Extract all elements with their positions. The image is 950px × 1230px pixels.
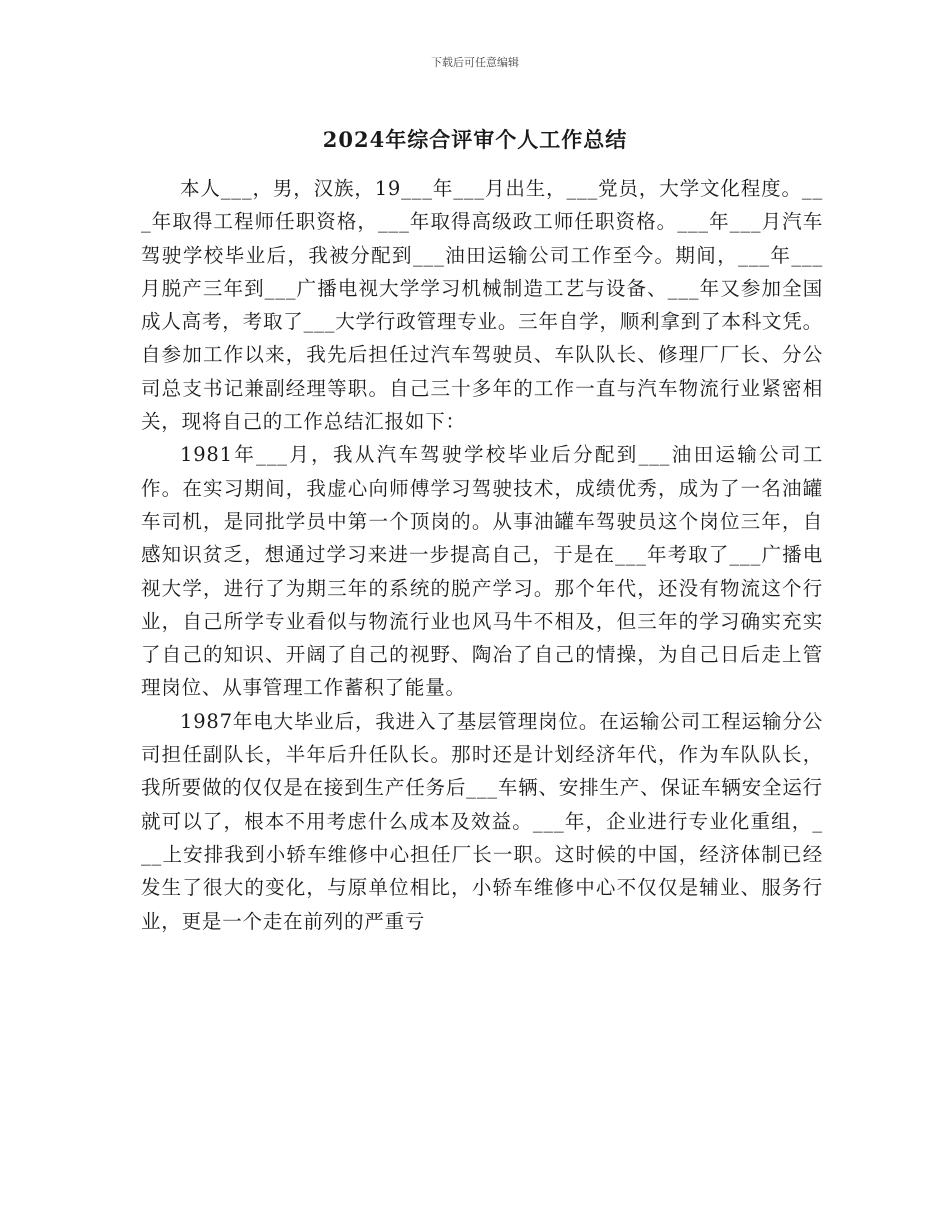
paragraph-intro: 本人___，男，汉族，19___年___月出生，___党员，大学文化程度。___年取得工程师任职资格，___年取得高级政工师任职资格。___年___月汽车驾驶学校毕业后，我被分配到___油田运输公司工作至今。期间，___年___月脱产三年到___广播电视大学学习机械制造工艺与设备、___年又参加全国成人高考，考取了___大学行政管理专业。三年自学，顺利拿到了本科文凭。自参加工作以来，我先后担任过汽车驾驶员、车队队长、修理厂厂长、分公司总支书记兼副经理等职。自己三十多年的工作一直与汽车物流行业紧密相关，现将自己的工作总结汇报如下： bbox=[141, 177, 823, 434]
paragraph-1987: 1987年电大毕业后，我进入了基层管理岗位。在运输公司工程运输分公司担任副队长，半年后升任队长。那时还是计划经济年代，作为车队队长，我所要做的仅仅是在接到生产任务后___车辆、安排生产、保证车辆安全运行就可以了，根本不用考虑什么成本及效益。___年，企业进行专业化重组，___上安排我到小轿车维修中心担任厂长一职。这时候的中国，经济体制已经发生了很大的变化，与原单位相比，小轿车维修中心不仅仅是辅业、服务行业，更是一个走在前列的严重亏 bbox=[141, 709, 823, 933]
document-body bbox=[141, 172, 823, 938]
header-note: 下载后可任意编辑 bbox=[431, 56, 519, 69]
paragraph-1981: 1981年___月，我从汽车驾驶学校毕业后分配到___油田运输公司工作。在实习期间，我虚心向师傅学习驾驶技术，成绩优秀，成为了一名油罐车司机，是同批学员中第一个顶岗的。从事油罐车驾驶员这个岗位三年，自感知识贫乏，想通过学习来进一步提高自己，于是在___年考取了___广播电视大学，进行了为期三年的系统的脱产学习。那个年代，还没有物流这个行业，自己所学专业看似与物流行业也风马牛不相及，但三年的学习确实充实了自己的知识、开阔了自己的视野、陶冶了自己的情操，为自己日后走上管理岗位、从事管理工作蓄积了能量。 bbox=[141, 443, 823, 700]
document-title: 2024年综合评审个人工作总结 bbox=[322, 127, 628, 152]
